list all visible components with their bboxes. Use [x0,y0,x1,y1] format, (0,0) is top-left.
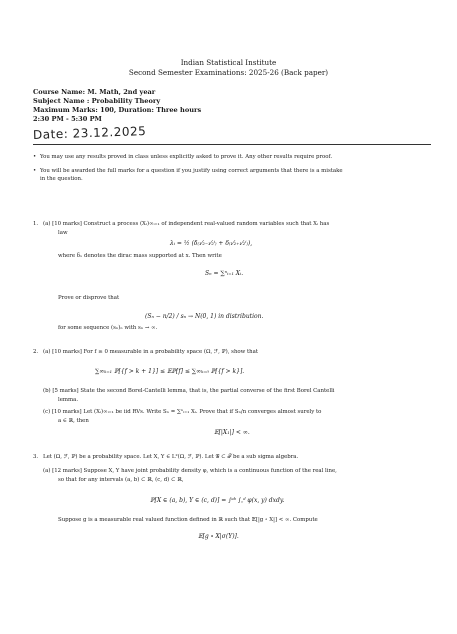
handwritten-date: Date: 23.12.2025 [32,124,147,142]
q1-sum-formula: Sₙ = ∑ⁿᵢ₌₁ Xᵢ. [205,270,244,277]
exam-time: 2:30 PM - 5:30 PM [33,115,102,123]
q2-part-a: (a) [10 marks] For f ≥ 0 measurable in a probability space (Ω, ℱ, ℙ), show that [43,349,259,355]
q1-where: where δₓ denotes the dirac mass supported at x. Then write [58,253,222,259]
q1-law-formula: λᵢ = ½ (δ₍₁⁄₂₋₁⁄₂ⁱ₎ + δ₍₁⁄₂₊₁⁄₂ⁱ₎), [170,240,253,247]
q2-part-c: (c) [10 marks] Let (Xᵢ)∞ᵢ₌₁ be iid RVs. Write Sₙ = ∑ⁿᵢ₌₁ Xᵢ. Prove that if Sₙ/n converges almost surely to [43,409,322,415]
q1-part-a-law: law [58,230,68,236]
subject-name: Subject Name : Probability Theory [33,97,161,105]
q3-part-a-cont: so that for any intervals (a, b) ⊂ ℝ, (c, d) ⊂ ℝ, [58,477,184,483]
q1-number: 1. [33,221,39,227]
divider-rule [33,144,431,145]
q1-part-a: (a) [10 marks] Construct a process (Xᵢ)∞ᵢ₌₁ of independent real-valued random variables such that Xᵢ has [43,221,330,227]
q2-part-b: (b) [5 marks] State the second Borel-Cantelli lemma, that is, the partial converse of the first Borel Cantelli [43,388,335,394]
exam-title: Second Semester Examinations: 2025-26 (Back paper) [128,68,329,77]
institute-title: Indian Statistical Institute [180,58,277,67]
q3-suppose: Suppose g is a measurable real valued function defined in ℝ such that 𝔼[|g ∘ X|] < ∞. Compute [58,517,318,523]
q1-sequence: for some sequence (sₙ)ₙ with sₙ → ∞. [58,325,158,331]
q2-inequality: ∑∞ₖ₌₁ ℙ[{f > k + 1}] ≤ 𝔼ℙ[f] ≤ ∑∞ₖ₌₀ ℙ[{f > k}]. [95,368,245,375]
q3-part-a: (a) [12 marks] Suppose X, Y have joint probability density φ, which is a continuous function of the real line, [43,468,337,474]
q3-compute: 𝔼[g ∘ X|σ(Y)]. [198,533,239,540]
q3-number: 3. [33,454,39,460]
instruction-2: • You will be awarded the full marks for a question if you justify using correct arguments that there is a mistake [40,168,343,175]
q2-expectation: 𝔼[|X₁|] < ∞. [214,429,250,436]
q2-number: 2. [33,349,39,355]
course-name: Course Name: M. Math, 2nd year [33,88,156,96]
instruction-2-cont: in the question. [40,176,83,182]
q2-part-c-cont: a ∈ ℝ, then [58,418,89,424]
marks-duration: Maximum Marks: 100, Duration: Three hours [33,106,202,114]
q2-part-b-cont: lemma. [58,397,79,403]
q3-intro: Let (Ω, ℱ, ℙ) be a probability space. Let X, Y ∈ L²(Ω, ℱ, ℙ). Let 𝒢 ⊂ ℱ be a sub sigma algebra. [43,454,299,460]
q1-prove: Prove or disprove that [58,295,120,301]
q3-integral: ℙ[X ∈ (a, b), Y ∈ (c, d)] = ∫ᵃᵇ ∫꜀ᵈ φ(x, y) dxdy. [150,497,285,504]
instruction-1: • You may use any results proved in class unless explicitly asked to prove it. Any other results require proof. [40,154,332,161]
q1-convergence: (Sₙ − n/2) / sₙ → N(0, 1) in distribution. [145,313,264,320]
